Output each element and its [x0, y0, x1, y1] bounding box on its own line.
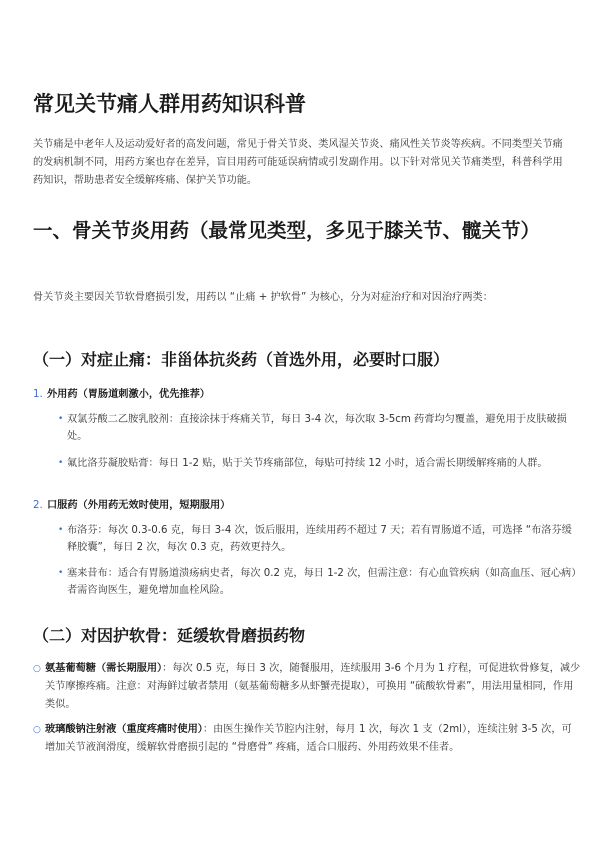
bullet-dot-icon: • [58, 414, 64, 424]
numbered-item-label: 口服药（外用药无效时使用，短期服用） [47, 500, 231, 511]
subsection-1-heading: （一）对症止痛：非甾体抗炎药（首选外用，必要时口服） [33, 350, 450, 369]
bullet-dot-icon: • [58, 568, 64, 578]
list-item [33, 721, 581, 757]
bullet-dot-icon: • [58, 458, 64, 468]
section-1-paragraph: 骨关节炎主要因关节软骨磨损引发，用药以 “止痛 + 护软骨” 为核心，分为对症治疗和对因治疗两类： [33, 292, 493, 303]
list-item-text: 塞来昔布：适合有胃肠道溃疡病史者，每次 0.2 克，每日 1-2 次，但需注意：有心血管疾病（如高血压、冠心病）者需咨询医生，避免增加血栓风险。 [67, 568, 577, 596]
list-item [58, 411, 578, 445]
intro-paragraph: 关节痛是中老年人及运动爱好者的高发问题，常见于骨关节炎、类风湿关节炎、痛风性关节炎等疾病。不同类型关节痛的发病机制不同，用药方案也存在差异，盲目用药可能延误病情或引发副作用。以下针对常见关节痛类型，科普科学用药知识，帮助患者安全缓解疼痛、保护关节功能。 [33, 139, 563, 186]
numbered-item-external [33, 387, 563, 403]
number-marker: 1. [33, 389, 43, 400]
list-item-text: 氟比洛芬凝胶贴膏：每日 1-2 贴，贴于关节疼痛部位，每贴可持续 12 小时，适合需长期缓解疼痛的人群。 [67, 458, 548, 469]
list-item [58, 522, 578, 556]
list-item [58, 565, 578, 599]
list-item [58, 455, 578, 472]
numbered-item-oral [33, 498, 563, 514]
number-marker: 2. [33, 500, 43, 511]
page-title: 常见关节痛人群用药知识科普 [33, 92, 306, 116]
list-item [33, 660, 581, 714]
list-item-label: 氨基葡萄糖（需长期服用） [45, 663, 163, 674]
subsection-2-heading: （二）对因护软骨：延缓软骨磨损药物 [33, 626, 306, 645]
hollow-circle-bullet-icon: ○ [33, 725, 41, 735]
hollow-circle-bullet-icon: ○ [33, 664, 41, 674]
numbered-item-label: 外用药（胃肠道刺激小，优先推荐） [47, 389, 210, 400]
list-item-label: 玻璃酸钠注射液（重度疼痛时使用） [45, 724, 203, 735]
list-item-text: ：每次 0.5 克，每日 3 次，随餐服用，连续服用 3-6 个月为 1 疗程，可促进软骨修复，减少关节摩擦疼痛。注意：对海鲜过敏者禁用（氨基葡萄糖多从虾蟹壳提取），可换用 “硫酸软骨素”，用法用量相同，作用类似。 [45, 663, 581, 710]
section-1-heading: 一、骨关节炎用药（最常见类型，多见于膝关节、髋关节） [33, 219, 541, 242]
list-item-text: ：由医生操作关节腔内注射，每月 1 次，每次 1 支（2ml），连续注射 3-5 次，可增加关节液润滑度，缓解软骨磨损引起的 “骨磨骨” 疼痛，适合口服药、外用药效果不佳者。 [45, 724, 572, 753]
bullet-dot-icon: • [58, 525, 64, 535]
list-item-text: 双氯芬酸二乙胺乳胶剂：直接涂抹于疼痛关节，每日 3-4 次，每次取 3-5cm 药膏均匀覆盖，避免用于皮肤破损处。 [67, 414, 567, 442]
list-item-text: 布洛芬：每次 0.3-0.6 克，每日 3-4 次，饭后服用，连续用药不超过 7 天；若有胃肠道不适，可选择 “布洛芬缓释胶囊”，每日 2 次，每次 0.3 克，药效更持久。 [67, 525, 572, 553]
